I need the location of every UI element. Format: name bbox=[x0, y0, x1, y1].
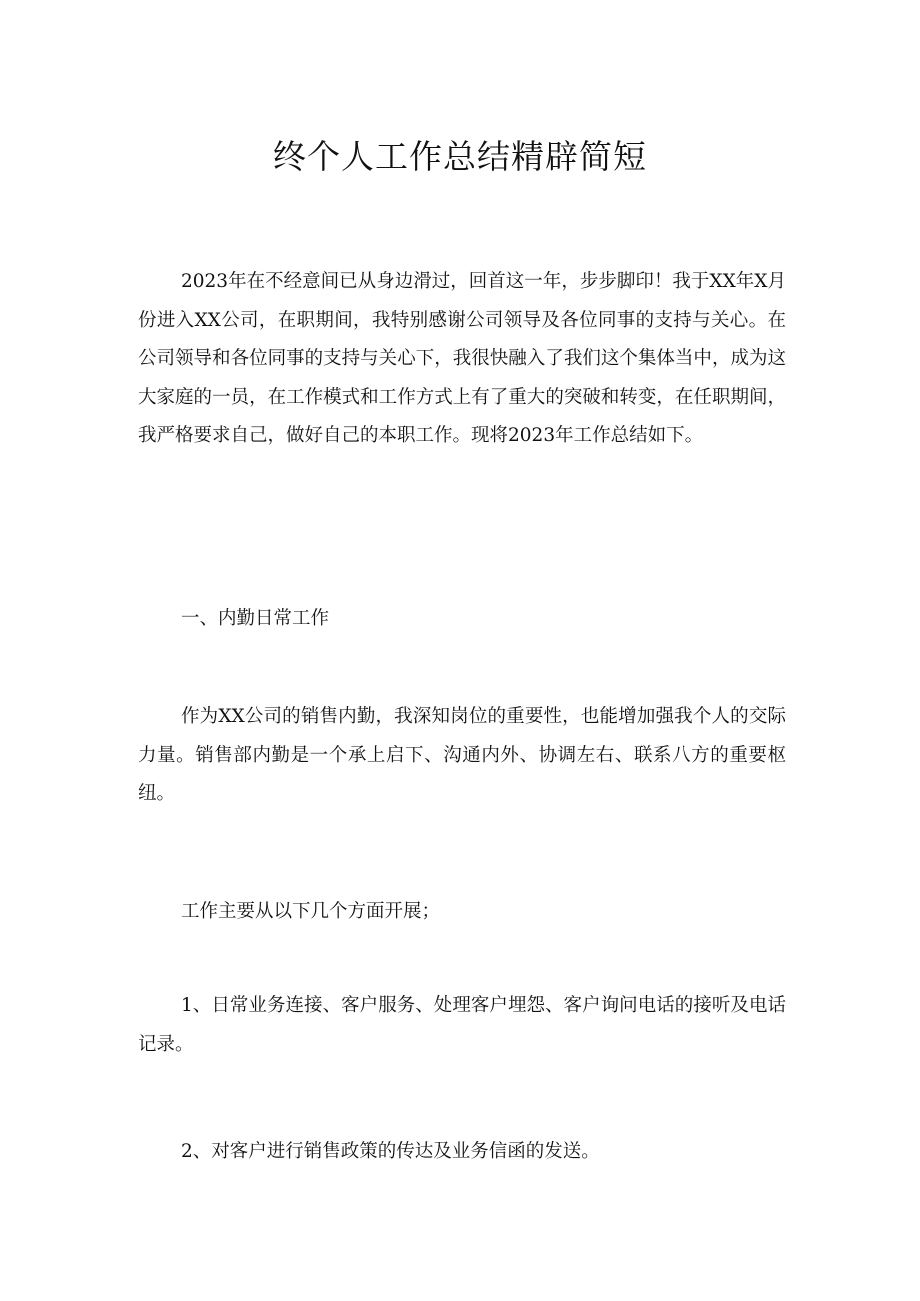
intro-paragraph: 2023年在不经意间已从身边滑过，回首这一年，步步脚印！我于XX年X月份进入XX公司，在职期间，我特别感谢公司领导及各位同事的支持与关心。在公司领导和各位同事的支持与关心下，我很快融入了我们这个集体当中，成为这大家庭的一员，在工作模式和工作方式上有了重大的突破和转变，在任职期间，我严格要求自己，做好自己的本职工作。现将2023年工作总结如下。 bbox=[138, 271, 786, 446]
aspects-paragraph: 工作主要从以下几个方面开展； bbox=[181, 901, 441, 922]
list-item-2: 2、对客户进行销售政策的传达及业务信函的发送。 bbox=[181, 1141, 600, 1162]
document-title: 终个人工作总结精辟简短 bbox=[273, 137, 647, 176]
role-paragraph: 作为XX公司的销售内勤，我深知岗位的重要性，也能增加强我个人的交际力量。销售部内勤是一个承上启下、沟通内外、协调左右、联系八方的重要枢纽。 bbox=[138, 706, 786, 804]
section-heading: 一、内勤日常工作 bbox=[181, 608, 330, 629]
list-item-1: 1、日常业务连接、客户服务、处理客户埋怨、客户询问电话的接听及电话记录。 bbox=[138, 995, 786, 1055]
